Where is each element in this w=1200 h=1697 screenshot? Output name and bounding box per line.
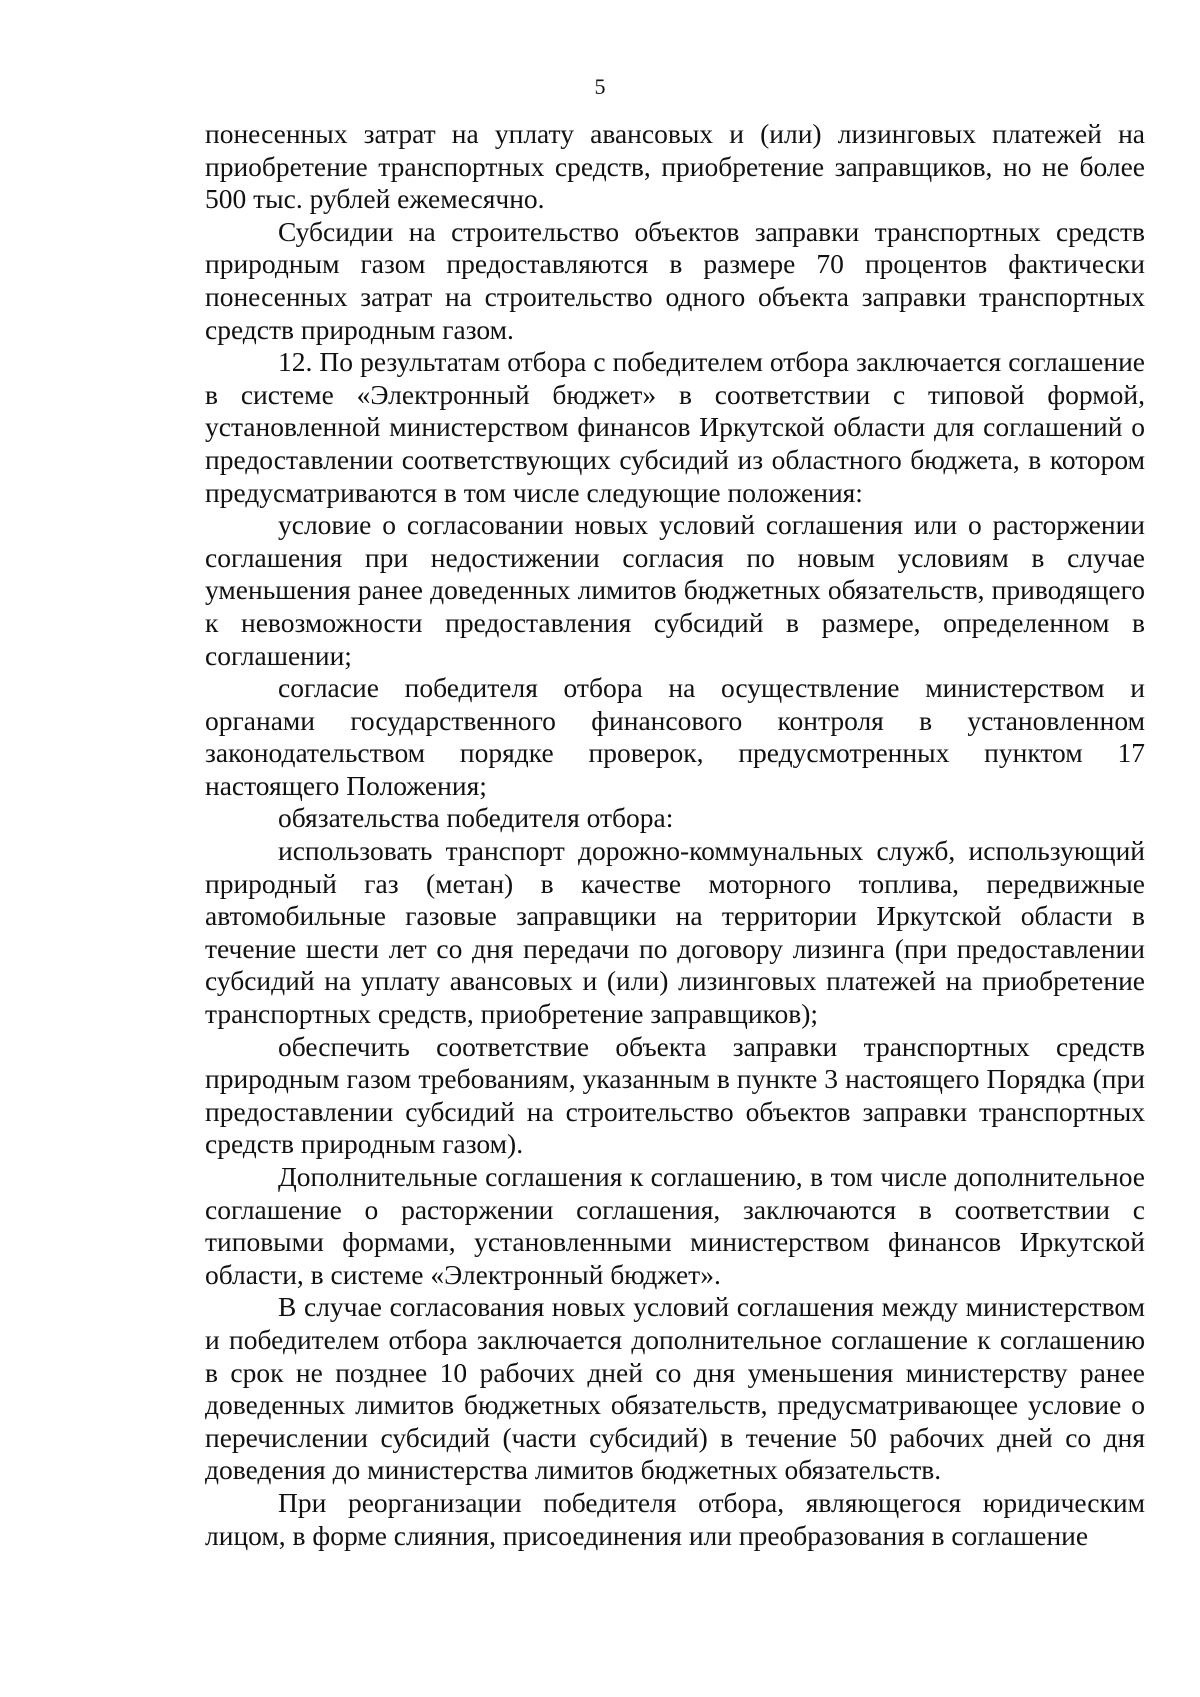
paragraph-condition-renegotiation: условие о согласовании новых условий соглашения или о расторжении соглашения при недостижении согласия по новым условиям в случае уменьшения ранее доведенных лимитов бюджетных обязательств, приводящего к невозможности предоставления субсидий в размере, определенном в соглашении; (205, 509, 1145, 671)
page-number: 5 (594, 74, 606, 99)
paragraph-obligation-transport: использовать транспорт дорожно-коммунальных служб, использующий природный газ (метан) в качестве моторного топлива, передвижные автомобильные газовые заправщики на территории Иркутской области в течение шести лет со дня передачи по договору лизинга (при предоставлении субсидий на уплату авансовых и (или) лизинговых платежей на приобретение транспортных средств, приобретение заправщиков); (205, 835, 1145, 1030)
paragraph-obligation-compliance: обеспечить соответствие объекта заправки транспортных средств природным газом требованиям, указанным в пункте 3 настоящего Порядка (при предоставлении субсидий на строительство объектов заправки транспортных средств природным газом). (205, 1030, 1145, 1160)
paragraph-item-12: 12. По результатам отбора с победителем отбора заключается соглашение в системе «Электронный бюджет» в соответствии с типовой формой, установленной министерством финансов Иркутской области для соглашений о предоставлении соответствующих субсидий из областного бюджета, в котором предусматриваются в том числе следующие положения: (205, 346, 1145, 508)
paragraph-new-conditions: В случае согласования новых условий соглашения между министерством и победителем отбора заключается дополнительное соглашение к соглашению в срок не позднее 10 рабочих дней со дня уменьшения министерству ранее доведенных лимитов бюджетных обязательств, предусматривающее условие о перечислении субсидий (части субсидий) в течение 50 рабочих дней со дня доведения до министерства лимитов бюджетных обязательств. (205, 1291, 1145, 1486)
paragraph-continuation: понесенных затрат на уплату авансовых и (или) лизинговых платежей на приобретение транспортных средств, приобретение заправщиков, но не более 500 тыс. рублей ежемесячно. (205, 118, 1145, 215)
paragraph-subsidy-construction: Субсидии на строительство объектов заправки транспортных средств природным газом предоставляются в размере 70 процентов фактически понесенных затрат на строительство одного объекта заправки транспортных средств природным газом. (205, 215, 1145, 345)
paragraph-reorganization: При реорганизации победителя отбора, являющегося юридическим лицом, в форме слияния, присоединения или преобразования в соглашение (205, 1486, 1145, 1551)
paragraph-obligations-heading: обязательства победителя отбора: (278, 802, 674, 834)
paragraph-additional-agreements: Дополнительные соглашения к соглашению, в том числе дополнительное соглашение о расторжении соглашения, заключаются в соответствии с типовыми формами, установленными министерством финансов Иркутской области, в системе «Электронный бюджет». (205, 1161, 1145, 1290)
document-body (205, 118, 1145, 1552)
paragraph-consent-inspection: согласие победителя отбора на осуществление министерством и органами государственного финансового контроля в установленном законодательством порядке проверок, предусмотренных пунктом 17 настоящего Положения; (205, 672, 1145, 801)
